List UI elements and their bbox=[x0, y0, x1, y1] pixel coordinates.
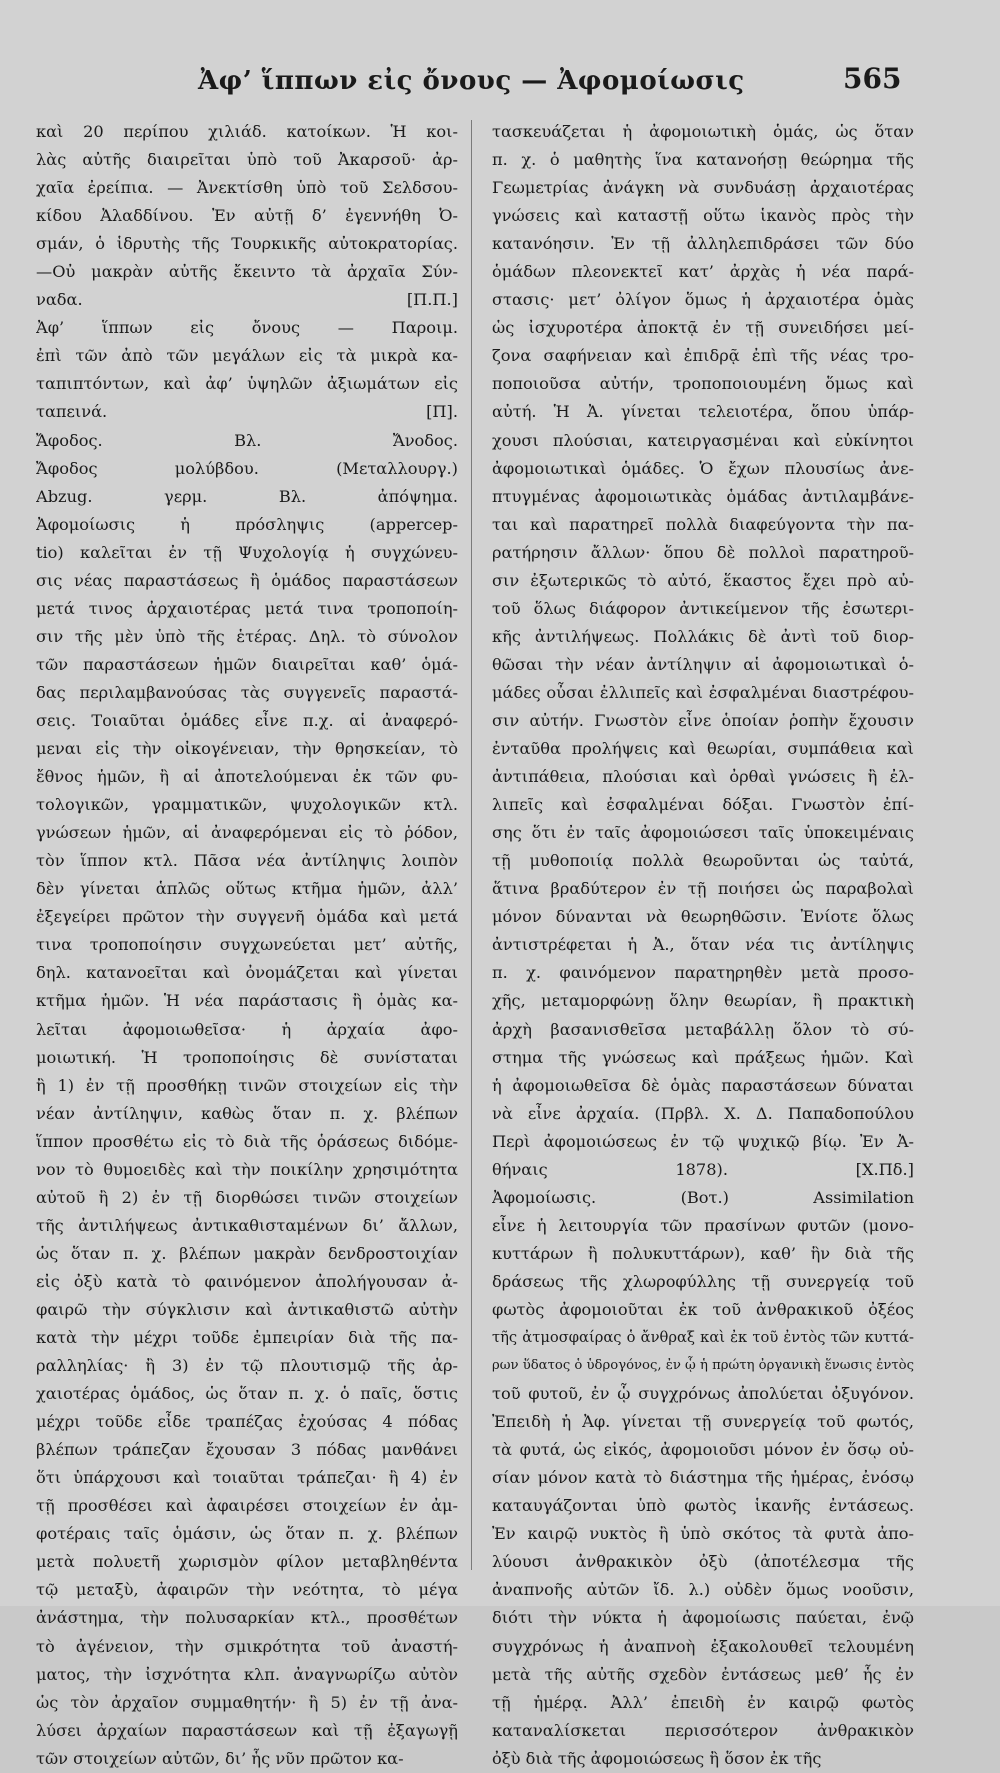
text-line: τὸν ἵππον κτλ. Πᾶσα νέα ἀντίληψις λοιπὸν bbox=[36, 851, 458, 871]
text-line: ἢ 1) ἐν τῇ προσθήκῃ τινῶν στοιχείων εἰς τὴν bbox=[36, 1075, 458, 1095]
text-line: ματος, τὴν ἰσχνότητα κλπ. ἀναγνωρίζω αὐτὸν bbox=[36, 1664, 458, 1684]
text-line: κίδου Ἀλαδδίνου. Ἐν αὐτῇ δ’ ἐγεννήθη Ὀ- bbox=[36, 206, 458, 226]
text-line: ταπιπτόντων, καὶ ἀφ’ ὑψηλῶν ἀξιωμάτων εἰς bbox=[36, 374, 458, 394]
text-line: εἶνε ἡ λειτουργία τῶν πρασίνων φυτῶν (μονο- bbox=[492, 1215, 914, 1235]
text-line: νὰ εἶνε ἀρχαία. (Πρβλ. Χ. Δ. Παπαδοπούλου bbox=[492, 1103, 914, 1123]
text-line: Ἀφομοίωσις. (Βοτ.) Assimilation bbox=[492, 1187, 914, 1207]
text-line: Ἀφομοίωσις ἡ πρόσληψις (appercep- bbox=[36, 514, 458, 534]
text-line: καταυγάζονται ὑπὸ φωτὸς ἱκανῆς ἐντάσεως. bbox=[492, 1496, 914, 1516]
text-line: φοτέραις ταῖς ὁμάσιν, ὡς ὅταν π. χ. βλέπων bbox=[36, 1524, 458, 1544]
page-header bbox=[28, 62, 908, 102]
text-line: ἀρχὴ βασανισθεῖσα μεταβάλλῃ ὅλον τὸ σύ- bbox=[492, 1019, 914, 1039]
text-line: μετά τινος ἀρχαιοτέρας μετά τινα τροποποίη- bbox=[36, 598, 458, 618]
text-line: π. χ. ὁ μαθητὴς ἵνα κατανοήσῃ θεώρημα τῆς bbox=[492, 150, 914, 170]
text-line: εἰς ὀξὺ κατὰ τὸ φαινόμενον ἀπολήγουσαν ἀ- bbox=[36, 1271, 458, 1291]
text-line: ἅτινα βραδύτερον ἐν τῇ ποιήσει ὡς παραβολαὶ bbox=[492, 879, 914, 899]
text-line: Γεωμετρίας ἀνάγκη νὰ συνδυάσῃ ἀρχαιοτέρας bbox=[492, 178, 914, 198]
right-column bbox=[492, 118, 914, 1773]
text-line: Ἐπειδὴ ἡ Ἀφ. γίνεται τῇ συνεργείᾳ τοῦ φωτός, bbox=[492, 1412, 914, 1432]
page-number: 565 bbox=[843, 62, 902, 95]
text-line: χαῖα ἐρείπια. — Ἀνεκτίσθη ὑπὸ τοῦ Σελδσου- bbox=[36, 178, 458, 198]
text-line: σιν αὐτήν. Γνωστὸν εἶνε ὁποίαν ῥοπὴν ἔχουσιν bbox=[492, 710, 914, 730]
text-line: λύουσι ἀνθρακικὸν ὀξὺ (ἀποτέλεσμα τῆς bbox=[492, 1552, 914, 1572]
text-line: βλέπων τράπεζαν ἔχουσαν 3 πόδας μανθάνει bbox=[36, 1440, 458, 1460]
text-line: θήναις 1878). [Χ.Πδ.] bbox=[492, 1159, 914, 1179]
text-line: τῆς ἀντιλήψεως ἀντικαθισταμένων δι’ ἄλλων, bbox=[36, 1215, 458, 1235]
text-line: δηλ. κατανοεῖται καὶ ὀνομάζεται καὶ γίνεται bbox=[36, 963, 458, 983]
text-line: ραλληλίας· ἢ 3) ἐν τῷ πλουτισμῷ τῆς ἀρ- bbox=[36, 1356, 458, 1376]
text-line: πτυγμένας ἀφομοιωτικὰς ὁμάδας ἀντιλαμβάνε- bbox=[492, 486, 914, 506]
text-line: μέχρι τοῦδε εἶδε τραπέζας ἐχούσας 4 πόδας bbox=[36, 1412, 458, 1432]
text-line: νον τὸ θυμοειδὲς καὶ τὴν ποικίλην χρησιμότητα bbox=[36, 1159, 458, 1179]
text-line: Ἀφ’ ἵππων εἰς ὄνους — Παροιμ. bbox=[36, 318, 458, 338]
text-line: τῇ μυθοποιίᾳ πολλὰ θεωροῦνται ὡς ταὐτά, bbox=[492, 851, 914, 871]
text-line: ἐπὶ τῶν ἀπὸ τῶν μεγάλων εἰς τὰ μικρὰ κα- bbox=[36, 346, 458, 366]
text-line: ἀναπνοῆς αὐτῶν ἴδ. λ.) οὐδὲν ὅμως νοοῦσιν, bbox=[492, 1580, 914, 1600]
text-line: τῆς ἀτμοσφαίρας ὁ ἄνθραξ καὶ ἐκ τοῦ ἐντὸς τῶν κυττά- bbox=[492, 1329, 914, 1347]
text-line: χῆς, μεταμορφώνῃ ὅλην θεωρίαν, ἢ πρακτικὴ bbox=[492, 991, 914, 1011]
text-line: γνώσεις καὶ καταστῇ οὕτω ἱκανὸς πρὸς τὴν bbox=[492, 206, 914, 226]
text-line: λὰς αὐτῆς διαιρεῖται ὑπὸ τοῦ Ἀκαρσοῦ· ἀρ- bbox=[36, 150, 458, 170]
text-line: αὐτή. Ἡ Ἀ. γίνεται τελειοτέρα, ὅπου ὑπάρ- bbox=[492, 402, 914, 422]
text-line: διότι τὴν νύκτα ἡ ἀφομοίωσις παύεται, ἐνῷ bbox=[492, 1608, 914, 1628]
text-line: δράσεως τῆς χλωροφύλλης τῇ συνεργείᾳ τοῦ bbox=[492, 1271, 914, 1291]
text-line: μεναι εἰς τὴν οἰκογένειαν, τὴν θρησκείαν, τὸ bbox=[36, 739, 458, 759]
text-line: π. χ. φαινόμενον παρατηρηθὲν μετὰ προσο- bbox=[492, 963, 914, 983]
text-line: ἀντιστρέφεται ἡ Ἀ., ὅταν νέα τις ἀντίληψις bbox=[492, 935, 914, 955]
text-line: φωτὸς ἀφομοιοῦται ἐκ τοῦ ἀνθρακικοῦ ὀξέος bbox=[492, 1299, 914, 1319]
text-line: φαιρῶ τὴν σύγκλισιν καὶ ἀντικαθιστῶ αὐτὴν bbox=[36, 1299, 458, 1319]
text-line: ὡς ὅταν π. χ. βλέπων μακρὰν δενδροστοιχίαν bbox=[36, 1243, 458, 1263]
text-line: ὡς τὸν ἀρχαῖον συμμαθητήν· ἢ 5) ἐν τῇ ἀνα- bbox=[36, 1692, 458, 1712]
text-line: κῆς ἀντιλήψεως. Πολλάκις δὲ ἀντὶ τοῦ διορ- bbox=[492, 626, 914, 646]
text-line: ἀντιπάθεια, πλούσιαι καὶ ὀρθαὶ γνώσεις ἢ ἐλ- bbox=[492, 767, 914, 787]
text-line: ἡ ἀφομοιωθεῖσα δὲ ὁμὰς παραστάσεων δύναται bbox=[492, 1075, 914, 1095]
text-line: ἐξεγείρει πρῶτον τὴν συγγενῆ ὁμάδα καὶ μετά bbox=[36, 907, 458, 927]
running-title: Ἀφ’ ἵππων εἰς ὄνους — Ἀφομοίωσις bbox=[198, 66, 745, 96]
text-line: θῶσαι τὴν νέαν ἀντίληψιν αἱ ἀφομοιωτικαὶ ὁ- bbox=[492, 654, 914, 674]
text-line: ὡς ἰσχυροτέρα ἀποκτᾷ ἐν τῇ συνειδήσει μεί- bbox=[492, 318, 914, 338]
text-line: τῷ μεταξὺ, ἀφαιρῶν τὴν νεότητα, τὸ μέγα bbox=[36, 1580, 458, 1600]
text-line: καταναλίσκεται περισσότερον ἀνθρακικὸν bbox=[492, 1720, 914, 1740]
text-line: λύσει ἀρχαίων παραστάσεων καὶ τῇ ἐξαγωγῇ bbox=[36, 1720, 458, 1740]
text-line: συγχρόνως ἡ ἀναπνοὴ ἐξακολουθεῖ τελουμένη bbox=[492, 1636, 914, 1656]
text-line: τολογικῶν, γραμματικῶν, ψυχολογικῶν κτλ. bbox=[36, 795, 458, 815]
text-line: ἔθνος ἡμῶν, ἢ αἱ ἀποτελούμεναι ἐκ τῶν φυ- bbox=[36, 767, 458, 787]
text-line: ὁμάδων πλεονεκτεῖ κατ’ ἀρχὰς ἡ νέα παρά- bbox=[492, 262, 914, 282]
column-divider bbox=[471, 120, 472, 1570]
left-column bbox=[36, 118, 458, 1773]
text-line: δας περιλαμβανούσας τὰς συγγενεῖς παραστά- bbox=[36, 682, 458, 702]
text-line: —Οὐ μακρὰν αὐτῆς ἔκειντο τὰ ἀρχαῖα Σύν- bbox=[36, 262, 458, 282]
text-line: ποποιοῦσα αὐτήν, τροποποιουμένη ὅμως καὶ bbox=[492, 374, 914, 394]
text-line: χουσι πλούσιαι, κατειργασμέναι καὶ εὐκίνητοι bbox=[492, 430, 914, 450]
text-line: σις νέας παραστάσεως ἢ ὁμάδος παραστάσεων bbox=[36, 570, 458, 590]
text-line: τῶν στοιχείων αὐτῶν, δι’ ἧς νῦν πρῶτον κα- bbox=[36, 1748, 404, 1768]
text-line: νέαν ἀντίληψιν, καθὼς ὅταν π. χ. βλέπων bbox=[36, 1103, 458, 1123]
text-line: ρων ὕδατος ὁ ὑδρογόνος, ἐν ᾧ ἡ πρώτη ὀργανικὴ ἕνωσις ἐντὸς bbox=[492, 1358, 914, 1374]
text-line: καὶ 20 περίπου χιλιάδ. κατοίκων. Ἡ κοι- bbox=[36, 122, 458, 141]
text-line: τῇ ἡμέρᾳ. Ἀλλ’ ἐπειδὴ ἐν καιρῷ φωτὸς bbox=[492, 1692, 914, 1712]
text-line: σης ὅτι ἐν ταῖς ἀφομοιώσεσι ταῖς ὑποκειμέναις bbox=[492, 823, 914, 843]
text-line: ἀνάστημα, τὴν πολυσαρκίαν κτλ., προσθέτων bbox=[36, 1608, 458, 1628]
text-line: ται καὶ παρατηρεῖ πολλὰ διαφεύγοντα τὴν πα- bbox=[492, 514, 914, 534]
text-line: Abzug. γερμ. Βλ. ἀπόψημα. bbox=[36, 486, 458, 506]
text-line: ρατήρησιν ἄλλων· ὅπου δὲ πολλοὶ παρατηροῦ- bbox=[492, 542, 914, 562]
text-line: τὰ φυτά, ὡς εἰκός, ἀφομοιοῦσι μόνον ἐν ὅσῳ οὐ- bbox=[492, 1440, 914, 1460]
text-line: tio) καλεῖται ἐν τῇ Ψυχολογίᾳ ἡ συγχώνευ- bbox=[36, 542, 458, 562]
text-line: τασκευάζεται ἡ ἀφομοιωτικὴ ὁμάς, ὡς ὅταν bbox=[492, 122, 914, 141]
text-line: σεις. Τοιαῦται ὁμάδες εἶνε π.χ. αἱ ἀναφερό- bbox=[36, 710, 458, 730]
text-line: ἐνταῦθα προλήψεις καὶ θεωρίαι, συμπάθεια καὶ bbox=[492, 739, 914, 759]
text-line: κατανόησιν. Ἐν τῇ ἀλληλεπιδράσει τῶν δύο bbox=[492, 234, 914, 254]
text-line: σμάν, ὁ ἱδρυτὴς τῆς Τουρκικῆς αὐτοκρατορίας. bbox=[36, 234, 458, 254]
text-line: τὸ ἀγένειον, τὴν σμικρότητα τοῦ ἀναστή- bbox=[36, 1636, 458, 1656]
text-line: τοῦ ὅλως διάφορον ἀντικείμενον τῆς ἐσωτερι- bbox=[492, 598, 914, 618]
text-line: τῇ προσθέσει καὶ ἀφαιρέσει στοιχείων ἐν ἀμ- bbox=[36, 1496, 458, 1516]
text-line: ταπεινά. [Π]. bbox=[36, 402, 458, 422]
text-line: Ἄφοδος. Βλ. Ἄνοδος. bbox=[36, 430, 458, 450]
text-line: ὅτι ὑπάρχουσι καὶ τοιαῦται τράπεζαι· ἢ 4) ἐν bbox=[36, 1468, 458, 1488]
text-line: ἀφομοιωτικαὶ ὁμάδες. Ὁ ἔχων πλουσίως ἀνε- bbox=[492, 458, 914, 478]
text-line: γνώσεων ἡμῶν, αἱ ἀναφερόμεναι εἰς τὸ ῥόδον, bbox=[36, 823, 458, 843]
text-line: τοῦ φυτοῦ, ἐν ᾧ συγχρόνως ἀπολύεται ὀξυγόνον. bbox=[492, 1384, 914, 1404]
text-line: χαιοτέρας ὁμάδος, ὡς ὅταν π. χ. ὁ παῖς, ὅστις bbox=[36, 1384, 458, 1404]
text-line: στασις· μετ’ ὀλίγον ὅμως ἡ ἀρχαιοτέρα ὁμὰς bbox=[492, 290, 914, 310]
text-line: μάδες οὖσαι ἐλλιπεῖς καὶ ἐσφαλμέναι διαστρέφου- bbox=[492, 682, 914, 702]
text-line: κατὰ τὴν μέχρι τοῦδε ἐμπειρίαν διὰ τῆς πα- bbox=[36, 1328, 458, 1348]
text-line: στημα τῆς γνώσεως καὶ πράξεως ἡμῶν. Καὶ bbox=[492, 1047, 914, 1067]
text-line: λεῖται ἀφομοιωθεῖσα· ἡ ἀρχαία ἀφο- bbox=[36, 1019, 458, 1039]
text-line: ζονα σαφήνειαν καὶ ἐπιδρᾷ ἐπὶ τῆς νέας τρο- bbox=[492, 346, 914, 366]
text-line: δὲν γίνεται ἁπλῶς οὕτως κτῆμα ἡμῶν, ἀλλ’ bbox=[36, 879, 458, 899]
text-line: κυττάρων ἢ πολυκυττάρων), καθ’ ἣν διὰ τῆς bbox=[492, 1243, 914, 1263]
text-line: ἵππον προσθέτω εἰς τὸ διὰ τῆς ὁράσεως διδόμε- bbox=[36, 1131, 458, 1151]
text-line: σιν τῆς μὲν ὑπὸ τῆς ἑτέρας. Δηλ. τὸ σύνολον bbox=[36, 626, 458, 646]
text-line: τινα τροποποίησιν συγχωνεύεται μετ’ αὐτῆς, bbox=[36, 935, 458, 955]
text-line: ναδα. [Π.Π.] bbox=[36, 290, 458, 310]
text-line: αὐτοῦ ἢ 2) ἐν τῇ διορθώσει τινῶν στοιχείων bbox=[36, 1187, 458, 1207]
text-line: τῶν παραστάσεων ἡμῶν διαιρεῖται καθ’ ὁμά- bbox=[36, 654, 458, 674]
text-line: μόνον δύνανται νὰ θεωρηθῶσιν. Ἐνίοτε ὅλως bbox=[492, 907, 914, 927]
text-line: σιν ἐξωτερικῶς τὸ αὐτό, ἕκαστος ἔχει πρὸ αὐ- bbox=[492, 570, 914, 590]
text-line: Ἐν καιρῷ νυκτὸς ἢ ὑπὸ σκότος τὰ φυτὰ ἀπο- bbox=[492, 1524, 914, 1544]
text-line: λιπεῖς καὶ ἐσφαλμέναι δόξαι. Γνωστὸν ἐπί- bbox=[492, 795, 914, 815]
text-line: σίαν μόνον κατὰ τὸ διάστημα τῆς ἡμέρας, ἐνόσῳ bbox=[492, 1468, 914, 1488]
text-line: μετὰ τῆς αὐτῆς σχεδὸν ἐντάσεως μεθ’ ἧς ἐν bbox=[492, 1664, 914, 1684]
text-line: κτῆμα ἡμῶν. Ἡ νέα παράστασις ἢ ὁμὰς κα- bbox=[36, 991, 458, 1011]
text-line: Ἄφοδος μολύβδου. (Μεταλλουργ.) bbox=[36, 458, 458, 478]
text-line: μετὰ πολυετῆ χωρισμὸν φίλον μεταβληθέντα bbox=[36, 1552, 458, 1572]
text-line: μοιωτική. Ἡ τροποποίησις δὲ συνίσταται bbox=[36, 1047, 458, 1067]
text-line: ὀξὺ διὰ τῆς ἀφομοιώσεως ἢ ὅσον ἐκ τῆς bbox=[492, 1748, 822, 1768]
text-line: Περὶ ἀφομοιώσεως ἐν τῷ ψυχικῷ βίῳ. Ἐν Ἀ- bbox=[492, 1131, 914, 1151]
